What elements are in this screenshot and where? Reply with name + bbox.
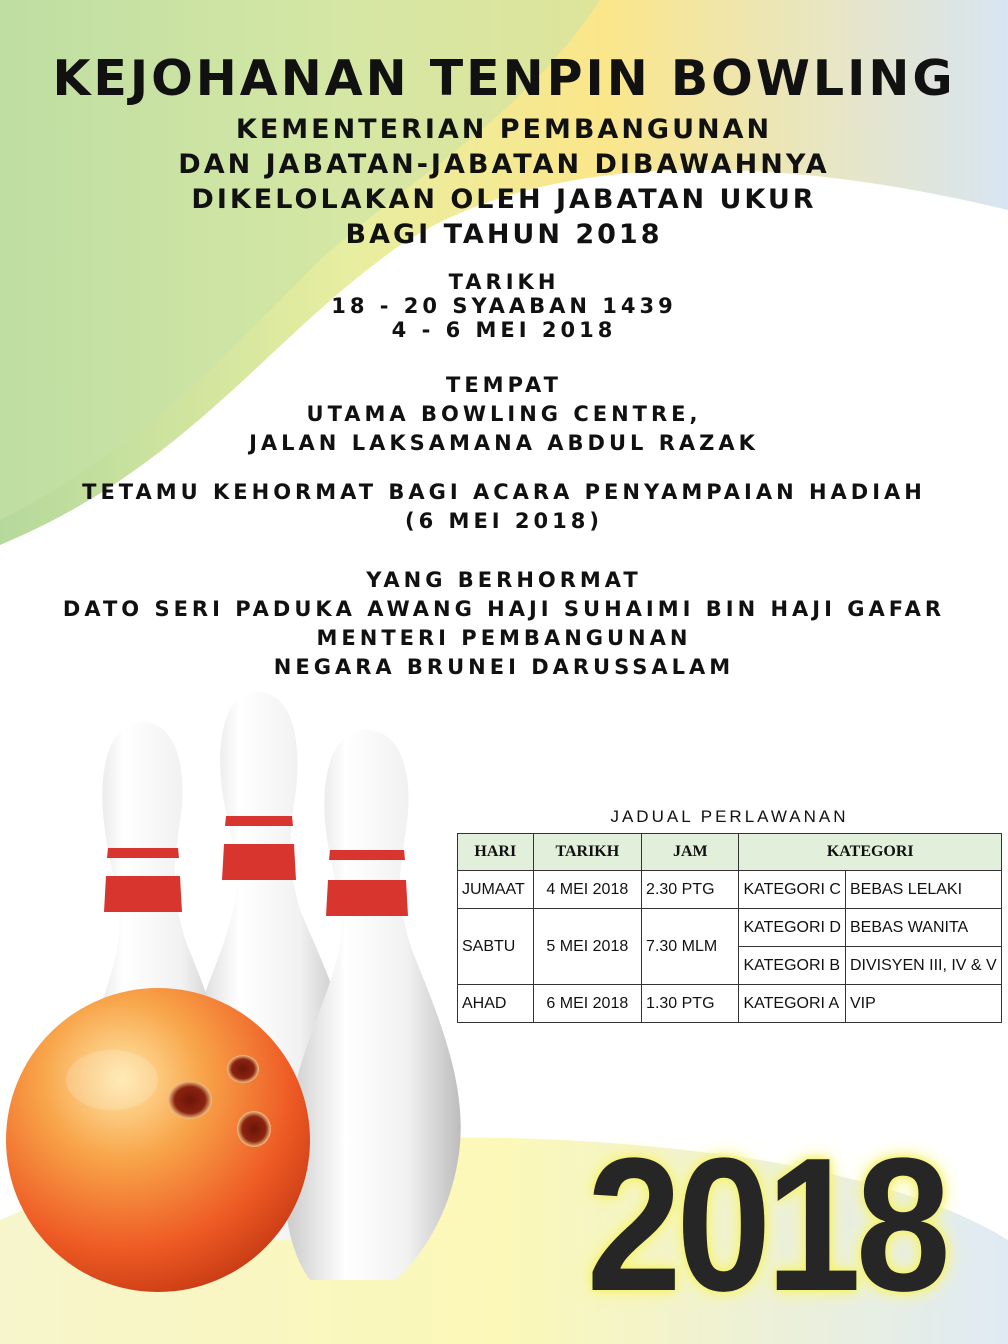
venue-section	[0, 371, 1008, 458]
subtitle-line-1: KEMENTERIAN PEMBANGUNAN	[235, 114, 773, 145]
page-title: KEJOHANAN TENPIN BOWLING	[52, 50, 956, 107]
subtitle-line-3: DIKELOLAKAN OLEH JABATAN UKUR	[191, 184, 817, 215]
organizer-subtitle	[0, 112, 1008, 252]
date-section	[0, 270, 1008, 342]
cell-jam: 1.30 PTG	[642, 985, 739, 1023]
cell-kategori: KATEGORI D	[739, 909, 846, 947]
bowling-ball	[6, 988, 310, 1292]
column-header-kategori: KATEGORI	[739, 834, 1002, 871]
schedule-heading: JADUAL PERLAWANAN	[610, 807, 849, 826]
bowling-illustration	[0, 680, 480, 1344]
cell-kategori: KATEGORI B	[739, 947, 846, 985]
venue-line-1: UTAMA BOWLING CENTRE,	[306, 402, 702, 426]
date-hijri: 18 - 20 SYAABAN 1439	[331, 294, 677, 318]
table-row	[458, 871, 1002, 909]
date-label: TARIKH	[448, 270, 560, 294]
vip-line-2: DATO SERI PADUKA AWANG HAJI SUHAIMI BIN HAJI GAFAR	[62, 597, 946, 621]
guest-line-2: (6 MEI 2018)	[405, 509, 603, 533]
cell-kategori: KATEGORI C	[739, 871, 846, 909]
column-header-tarikh: TARIKH	[533, 834, 641, 871]
vip-section	[0, 566, 1008, 682]
cell-kategori-desc: BEBAS WANITA	[845, 909, 1001, 947]
cell-hari: SABTU	[458, 909, 534, 985]
guest-line-1: TETAMU KEHORMAT BAGI ACARA PENYAMPAIAN HADIAH	[82, 480, 926, 504]
vip-line-1: YANG BERHORMAT	[366, 568, 642, 592]
cell-kategori-desc: DIVISYEN III, IV & V	[845, 947, 1001, 985]
cell-kategori: KATEGORI A	[739, 985, 846, 1023]
cell-hari: JUMAAT	[458, 871, 534, 909]
cell-tarikh: 5 MEI 2018	[533, 909, 641, 985]
date-gregorian: 4 - 6 MEI 2018	[391, 318, 617, 342]
venue-label: TEMPAT	[446, 373, 562, 397]
year-badge: 2018	[586, 1119, 946, 1331]
vip-line-4: NEGARA BRUNEI DARUSSALAM	[273, 655, 735, 679]
cell-hari: AHAD	[458, 985, 534, 1023]
table-row	[458, 985, 1002, 1023]
guest-section	[0, 478, 1008, 536]
schedule-table	[457, 833, 1002, 1023]
cell-tarikh: 6 MEI 2018	[533, 985, 641, 1023]
table-row	[458, 909, 1002, 947]
column-header-jam: JAM	[642, 834, 739, 871]
venue-line-2: JALAN LAKSAMANA ABDUL RAZAK	[249, 431, 759, 455]
column-header-hari: HARI	[458, 834, 534, 871]
subtitle-line-2: DAN JABATAN-JABATAN DIBAWAHNYA	[178, 149, 830, 180]
table-header-row	[458, 834, 1002, 871]
cell-jam: 2.30 PTG	[642, 871, 739, 909]
cell-kategori-desc: BEBAS LELAKI	[845, 871, 1001, 909]
subtitle-line-4: BAGI TAHUN 2018	[345, 219, 663, 250]
vip-line-3: MENTERI PEMBANGUNAN	[316, 626, 692, 650]
cell-kategori-desc: VIP	[845, 985, 1001, 1023]
cell-jam: 7.30 MLM	[642, 909, 739, 985]
cell-tarikh: 4 MEI 2018	[533, 871, 641, 909]
